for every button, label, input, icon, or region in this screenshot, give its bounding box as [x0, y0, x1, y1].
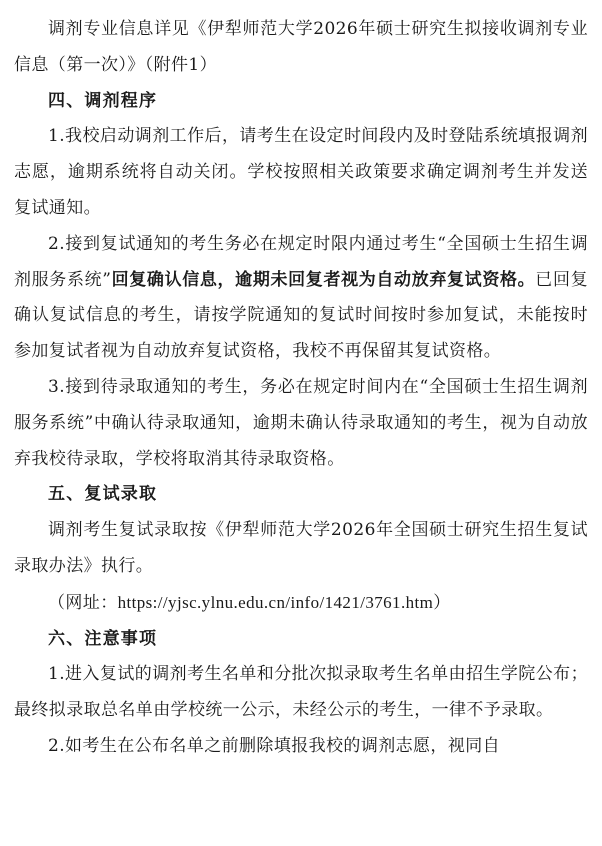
- section-4-item-2: [14, 227, 588, 370]
- intro-paragraph: 调剂专业信息详见《伊犁师范大学2026年硕士研究生拟接收调剂专业信息（第一次）》（附件1）: [14, 19, 588, 75]
- section-4-item-2-lead: 2.接到复试通知的考生务必在规定时限内通过考生“全国硕士生招生调剂服务系统”: [14, 233, 588, 290]
- section-5-url-line: [14, 585, 588, 622]
- section-6-item-2: 2.如考生在公布名单之前删除填报我校的调剂志愿，视同自: [48, 735, 501, 756]
- url-open-label: （网址：: [48, 592, 118, 613]
- section-5-text: 调剂考生复试录取按《伊犁师范大学2026年全国硕士研究生招生复试录取办法》执行。: [14, 520, 588, 576]
- document-page: [14, 12, 588, 765]
- section-4-heading: 四、调剂程序: [48, 90, 158, 111]
- section-4-item-3: 3.接到待录取通知的考生，务必在规定时间内在“全国硕士生招生调剂服务系统”中确认待录取通知，逾期未确认待录取通知的考生，视为自动放弃我校待录取，学校将取消其待录取资格。: [14, 376, 588, 469]
- section-5-heading: 五、复试录取: [48, 484, 158, 505]
- section-4-item-2-emphasis: 回复确认信息，逾期未回复者视为自动放弃复试资格。: [111, 269, 536, 290]
- section-6-heading: 六、注意事项: [48, 628, 158, 649]
- section-6-item-1: 1.进入复试的调剂考生名单和分批次拟录取考生名单由招生学院公布；最终拟录取总名单由学校统一公示，未经公示的考生，一律不予录取。: [14, 664, 588, 721]
- url-close: ）: [433, 592, 451, 613]
- section-4-item-2-tail: 已回复确认复试信息的考生，请按学院通知的复试时间按时参加复试，未能按时参加复试者视为自动放弃复试资格，我校不再保留其复试资格。: [14, 269, 589, 362]
- url-link[interactable]: https://yjsc.ylnu.edu.cn/info/1421/3761.htm: [117, 592, 434, 612]
- section-4-item-1: 1.我校启动调剂工作后，请考生在设定时间段内及时登陆系统填报调剂志愿，逾期系统将自动关闭。学校按照相关政策要求确定调剂考生并发送复试通知。: [14, 126, 588, 218]
